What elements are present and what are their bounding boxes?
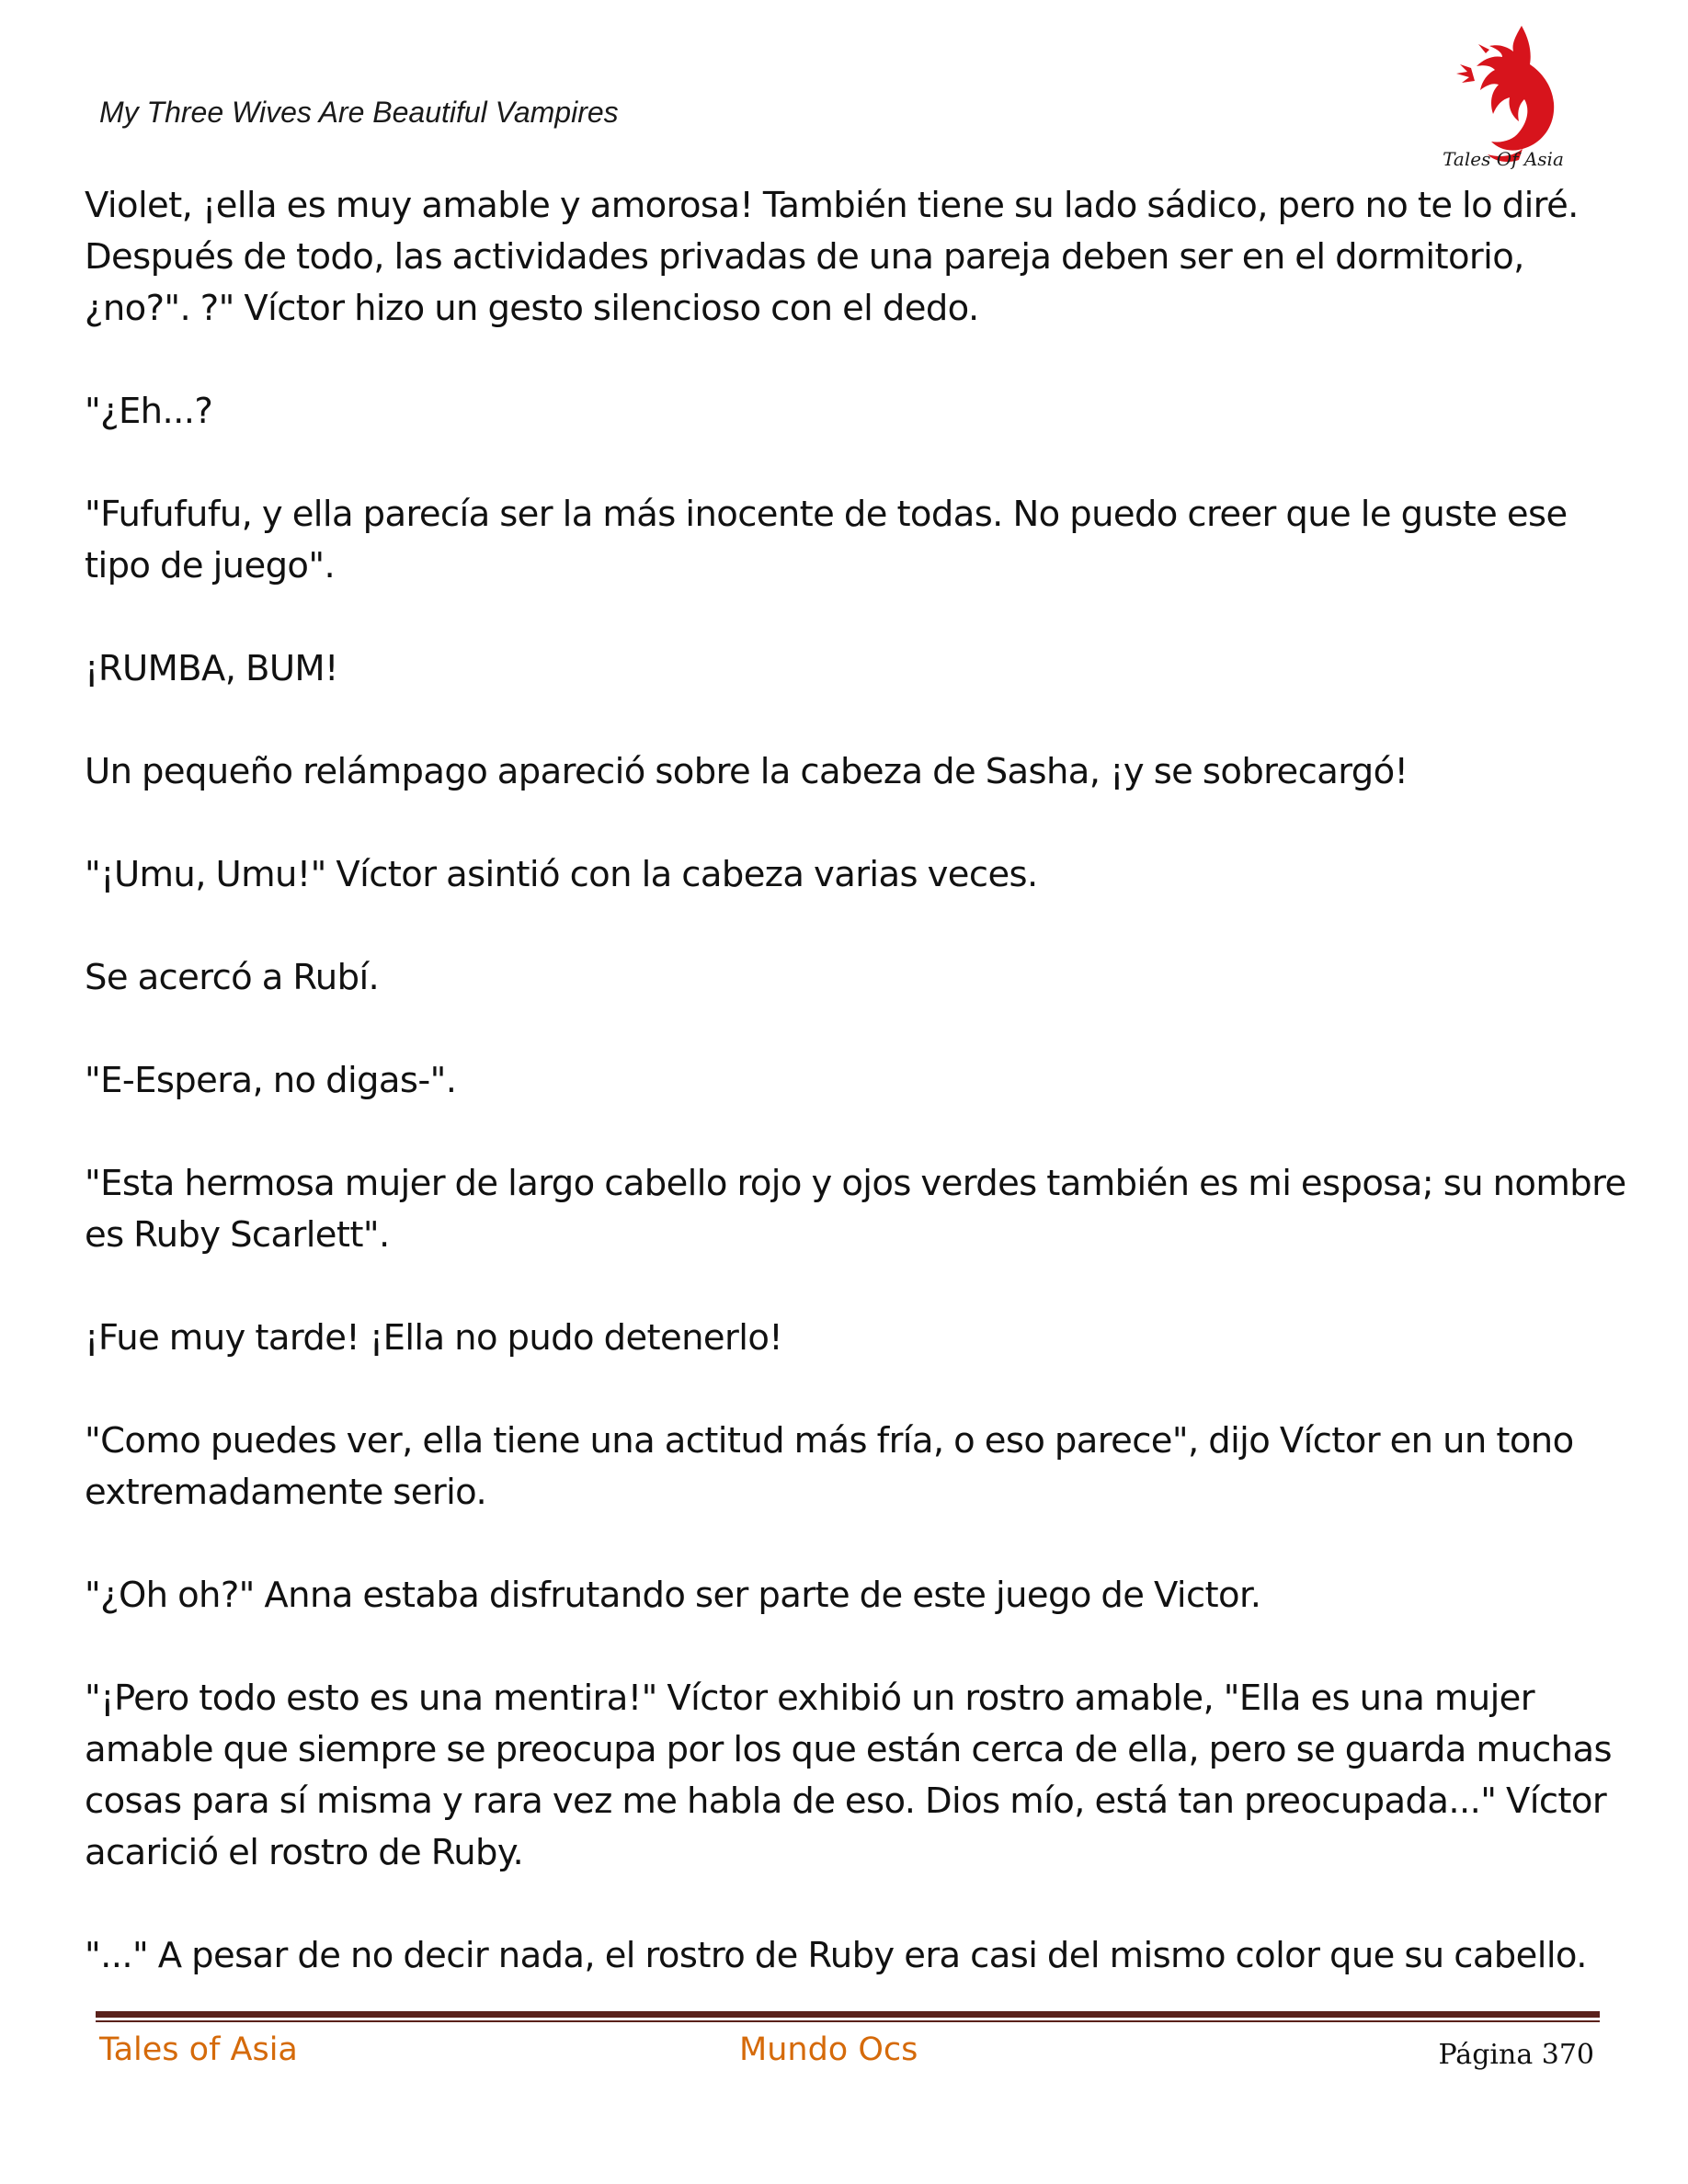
footer-group-name: Mundo Ocs <box>739 2031 918 2068</box>
dragon-icon <box>1456 26 1554 162</box>
paragraph: Se acercó a Rubí. <box>85 957 380 998</box>
footer-divider <box>96 2011 1600 2018</box>
paragraph: Un pequeño relámpago apareció sobre la cabeza de Sasha, ¡y se sobrecargó! <box>85 751 1409 792</box>
paragraph: "..." A pesar de no decir nada, el rostro de Ruby era casi del mismo color que su cabello. <box>85 1935 1587 1976</box>
page-number: Página 370 <box>1438 2039 1594 2071</box>
paragraph: "¡Pero todo esto es una mentira!" Víctor exhibió un rostro amable, "Ella es una mujer amable que siempre se preocupa por los que están cerca de ella, pero se guarda muchas cosas para sí misma y rara vez me habla de eso. Dios mío, está tan preocupada..." Víctor acarició el rostro de Ruby. <box>85 1678 1612 1873</box>
paragraph: "Fufufufu, y ella parecía ser la más inocente de todas. No puedo creer que le guste ese tipo de juego". <box>85 494 1568 586</box>
paragraph: "¿Eh...? <box>85 391 213 432</box>
footer-site-name: Tales of Asia <box>99 2031 298 2068</box>
logo-text: Tales Of Asia <box>1443 148 1564 170</box>
paragraph: Violet, ¡ella es muy amable y amorosa! También tiene su lado sádico, pero no te lo diré. Después de todo, las actividades privadas de una pareja deben ser en el dormitorio, ¿no?". ?" Víctor hizo un gesto silencioso con el dedo. <box>85 185 1579 329</box>
paragraph: ¡Fue muy tarde! ¡Ella no pudo detenerlo! <box>85 1317 783 1359</box>
tales-of-asia-logo <box>1434 18 1572 184</box>
paragraph: ¡RUMBA, BUM! <box>85 648 338 689</box>
paragraph: "E-Espera, no digas-". <box>85 1060 457 1101</box>
footer-divider-thin <box>96 2020 1600 2022</box>
paragraph: "¡Umu, Umu!" Víctor asintió con la cabeza varias veces. <box>85 854 1038 895</box>
chapter-text <box>85 180 1629 2033</box>
paragraph: "¿Oh oh?" Anna estaba disfrutando ser parte de este juego de Victor. <box>85 1575 1261 1616</box>
paragraph: "Como puedes ver, ella tiene una actitud más fría, o eso parece", dijo Víctor en un tono extremadamente serio. <box>85 1420 1574 1513</box>
paragraph: "Esta hermosa mujer de largo cabello rojo y ojos verdes también es mi esposa; su nombre es Ruby Scarlett". <box>85 1163 1626 1256</box>
book-title: My Three Wives Are Beautiful Vampires <box>99 96 619 129</box>
